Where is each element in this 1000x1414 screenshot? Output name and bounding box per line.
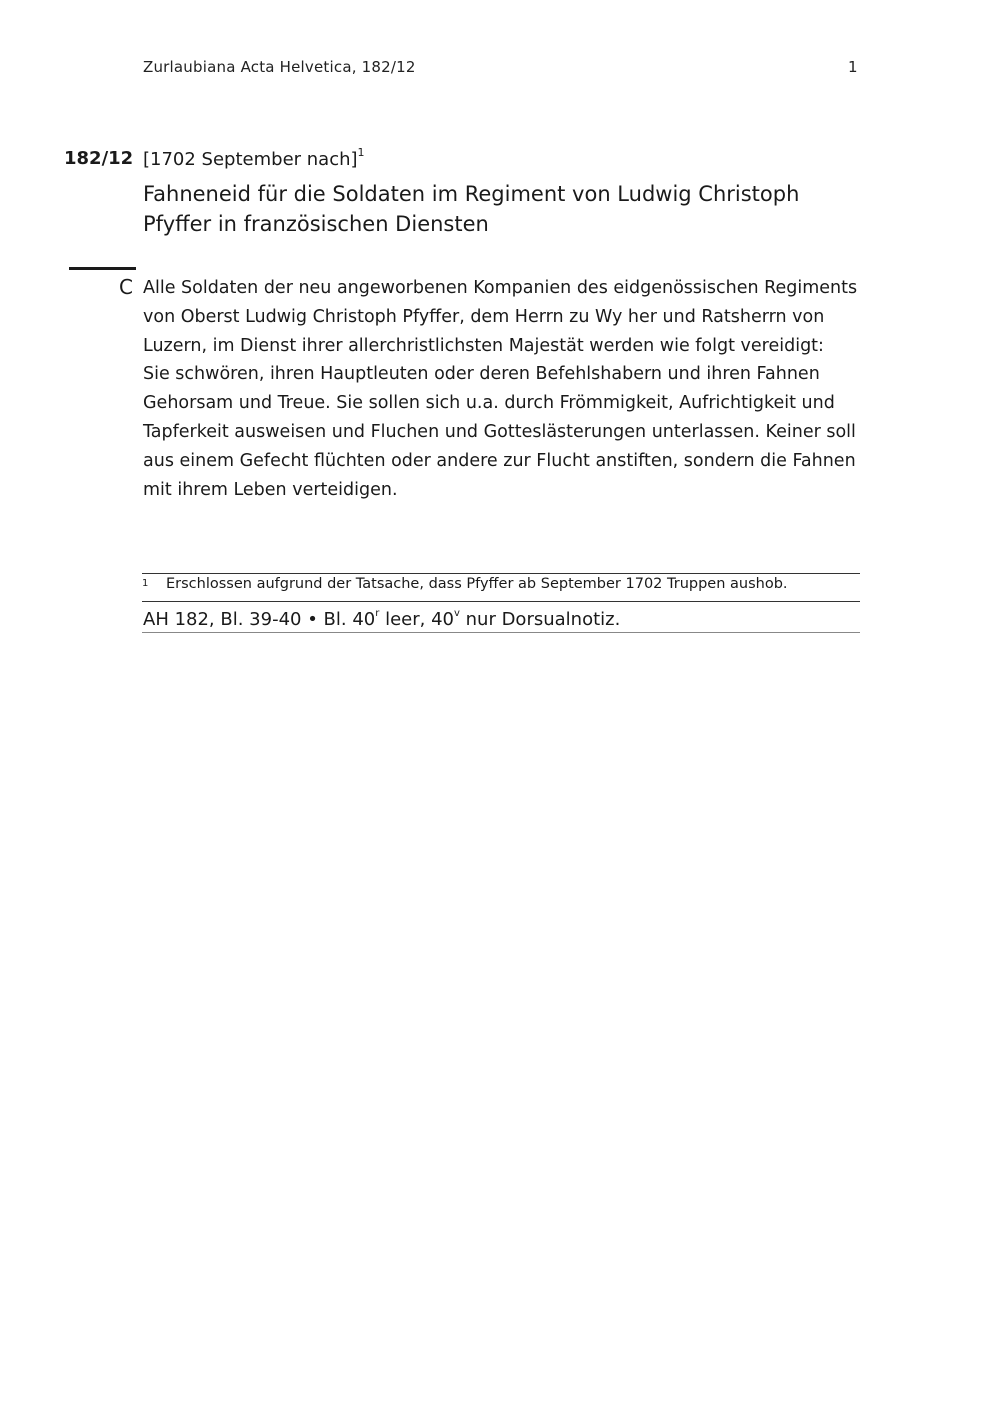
- running-head: Zurlaubiana Acta Helvetica, 182/12: [143, 58, 416, 76]
- source-sup: v: [453, 608, 460, 619]
- footnote-reference[interactable]: 1: [357, 146, 365, 159]
- page-number: 1: [848, 58, 858, 76]
- footnote-text: Erschlossen aufgrund der Tatsache, dass Pfyffer ab September 1702 Truppen aushob.: [166, 576, 788, 592]
- source-note: [143, 604, 620, 632]
- source-part: AH 182, Bl. 39-40 • Bl. 40: [143, 609, 376, 630]
- document-body: [143, 274, 863, 504]
- body-paragraph: Sie schwören, ihren Hauptleuten oder deren Befehlshabern und ihren Fahnen Gehorsam und Treue. Sie sollen sich u.a. durch Frömmigkeit, Aufrichtigkeit und Tapferkeit ausweisen und Fluchen und Gotteslästerungen unterlassen. Keiner soll aus einem Gefecht flüchten oder andere zur Flucht anstiften, sondern die Fahnen mit ihrem Leben verteidigen.: [143, 364, 856, 500]
- source-part: leer, 40: [379, 609, 454, 630]
- document-date: [143, 148, 365, 170]
- body-paragraph: Alle Soldaten der neu angeworbenen Kompanien des eidgenössischen Regiments von Oberst Ludwig Christoph Pfyffer, dem Herrn zu Wy her und Ratsherrn von Luzern, im Dienst ihrer allerchristlichsten Majestät werden wie folgt vereidigt:: [143, 278, 858, 356]
- footnote-mark: 1: [142, 578, 149, 589]
- document-title: Fahneneid für die Soldaten im Regiment von Ludwig Christoph Pfyffer in französischen Diensten: [143, 182, 800, 236]
- document-date-text: [1702 September nach]: [143, 149, 358, 170]
- source-part: nur Dorsualnotiz.: [459, 609, 621, 630]
- margin-rule: [69, 267, 136, 270]
- source-divider: [142, 601, 860, 602]
- footnote: [142, 574, 860, 594]
- source-bottom-divider: [142, 632, 860, 633]
- document-number: 182/12: [64, 148, 134, 169]
- margin-marker: C: [119, 275, 133, 299]
- source-sup: r: [375, 608, 380, 619]
